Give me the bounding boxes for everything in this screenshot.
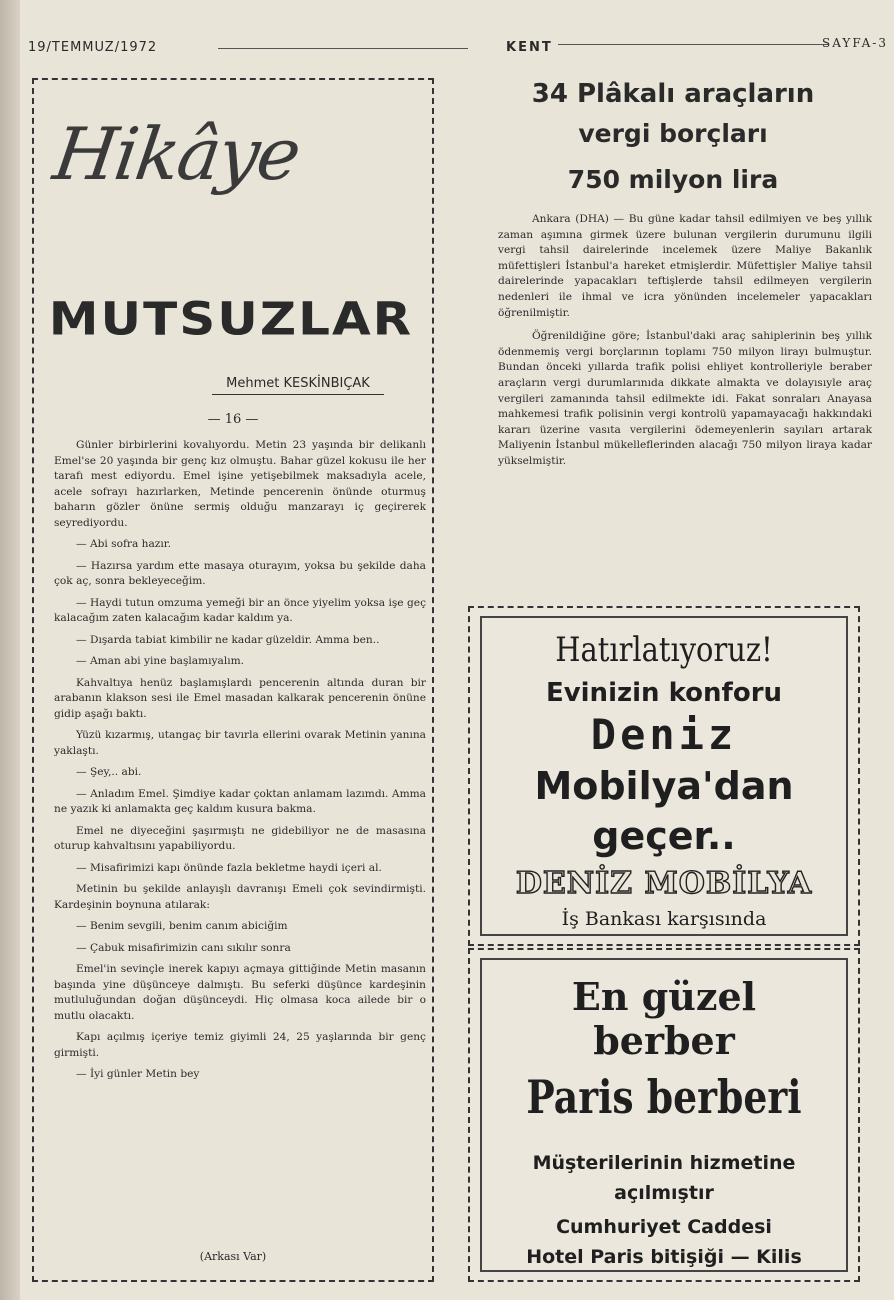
paragraph: — Çabuk misafirimizin canı sıkılır sonra [76,941,291,954]
barber-advertisement [468,948,860,1282]
paragraph: — İyi günler Metin bey [76,1068,200,1080]
issue-date: 19/TEMMUZ/1972 [28,40,158,55]
paragraph: — Misafirimizi kapı önünde fazla bekletme haydi içeri al. [76,861,382,874]
news-headline-line: 34 Plâkalı araçların [531,79,815,109]
paragraph: — Şey,.. abi. [76,766,142,778]
header-rule [558,44,828,45]
ad-text: Müşterilerinin hizmetine [532,1152,796,1174]
ad-text: açılmıştır [614,1182,714,1204]
ad-text: Evinizin konforu [545,678,783,708]
paragraph: — Aman abi yine başlamıyalım. [76,655,245,667]
page-number: SAYFA-3 [822,36,888,50]
ad-headline: En güzel [571,974,757,1019]
news-article-body [498,212,872,478]
story-body [54,438,426,1089]
ad-text: Mobilya'dan [534,764,794,808]
paragraph: Yüzü kızarmış, utangaç bir tavırla ellerini ovarak Metinin yanına yaklaştı. [54,729,426,757]
paragraph: Metinin bu şekilde anlayışlı davranışı Emeli çok sevindirmişti. Kardeşinin boynuna atılarak: [54,883,426,911]
paragraph: — Haydi tutun omzuma yemeği bir an önce yiyelim yoksa işe geç kalacağım zaten kalacağım kadar kaldım ya. [54,596,426,624]
story-part-number: — 16 — [207,412,259,427]
header-rule [218,48,468,49]
paragraph: — Abi sofra hazır. [76,538,172,550]
paragraph: Kapı açılmış içeriye temiz giyimli 24, 25 yaşlarında bir genç girmişti. [54,1031,426,1059]
ad-headline: Hatırlatıyoruz! [555,630,773,670]
section-heading: Hikâye [48,112,305,196]
story-column [32,78,434,1282]
ad-address: Cumhuriyet Caddesi [556,1216,772,1238]
story-author: Mehmet KESKİNBIÇAK [212,376,384,395]
newspaper-name: KENT [506,40,553,55]
paragraph: — Benim sevgili, benim canım abiciğim [76,920,288,932]
page-header [28,36,888,56]
ad-brand: Deniz [590,710,738,759]
ad-address: Hotel Paris bitişiği — Kilis [526,1246,802,1268]
ad-brand: Paris berberi [526,1070,802,1124]
news-headline-line: vergi borçları [578,119,768,148]
paragraph: Günler birbirlerini kovalıyordu. Metin 23 yaşında bir delikanlı Emel'se 20 yaşında bir genç kız olmuştu. Bahar güzel kokusu ile her tarafı mest ediyordu. Emel işine yetişebilmek maksadıyla acele, acele sofrayı hazırlarken, Metinde pencerenin önünde oturmuş baharın gözler önüne sermiş olduğu manzarayı iç geçirerek seyrediyordu. [54,439,426,529]
news-headline-line: 750 milyon lira [567,165,779,194]
paragraph: Emel ne diyeceğini şaşırmıştı ne gidebiliyor ne de masasına oturup kahvaltısını yapabiliyordu. [54,824,426,852]
paragraph: Kahvaltıya henüz başlamışlardı pencerenin altında duran bir arabanın klakson sesi ile Emel masadan kalkarak pencerenin önüne gidip aşağı baktı. [54,676,426,720]
paragraph: — Anladım Emel. Şimdiye kadar çoktan anlamam lazımdı. Amma ne yazık ki anlamakta geç kaldım kusura bakma. [54,787,426,815]
ad-address: İş Bankası karşısında [561,908,767,930]
paragraph: Emel'in sevinçle inerek kapıyı açmaya gittiğinde Metin masanın başında yine düşünceye dalmıştı. Bu seferki düşünce kardeşinin mutluluğundan doğan düşünceydi. Hiç olmasa koca ailede bir o mutlu olacaktı. [54,963,426,1022]
ad-text: geçer.. [592,814,736,858]
ad-headline: berber [593,1018,735,1063]
story-continued: (Arkası Var) [199,1250,267,1263]
paragraph: Ankara (DHA) — Bu güne kadar tahsil edilmiyen ve beş yıllık zaman aşımına girmek üzere bulunan vergilerin durumunu ilgili vergi tahsil dairelerinde incelemek üzere Maliye Bakanlık müfettişleri İstanbul'a hareket etmişlerdir. Müfettişler Maliye tahsil dairelerinde yapacakları teftişlerde tahsil edilmeyen vergilerin nedenleri ile ihmal ve icra yönünden incelemeler yapacakları öğrenilmiştir. [498,213,872,319]
page-left-edge [0,0,20,1300]
ad-brand-name: DENİZ MOBİLYA [515,866,813,901]
furniture-advertisement [468,606,860,946]
story-title: MUTSUZLAR [48,292,414,346]
paragraph: Öğrenildiğine göre; İstanbul'daki araç sahiplerinin beş yıllık ödenmemiş vergi borçlarının toplamı 750 milyon lirayı bulmuştur. Bundan önceki yıllarda trafik polisi ehliyet kontrolleriyle beraber araçların vergi durumlarınıda dikkate almakta ve dolayısıyle araç vergileri zamanında tahsil edilmekte idi. Fakat sonraları Anayasa mahkemesi trafik polisinin vergi kontrolü yapamayacağı hakkındaki kararı üzerine vasıta vergilerini ödemeyenlerin sayıları artarak Maliyenin İstanbul mükelleflerinden alacağı 750 milyon liraya kadar yükselmiştir. [498,330,872,467]
paragraph: — Dışarda tabiat kimbilir ne kadar güzeldir. Amma ben.. [76,633,380,646]
paragraph: — Hazırsa yardım ette masaya oturayım, yoksa bu şekilde daha çok aç, sonra bekleyeceğim. [54,559,426,587]
